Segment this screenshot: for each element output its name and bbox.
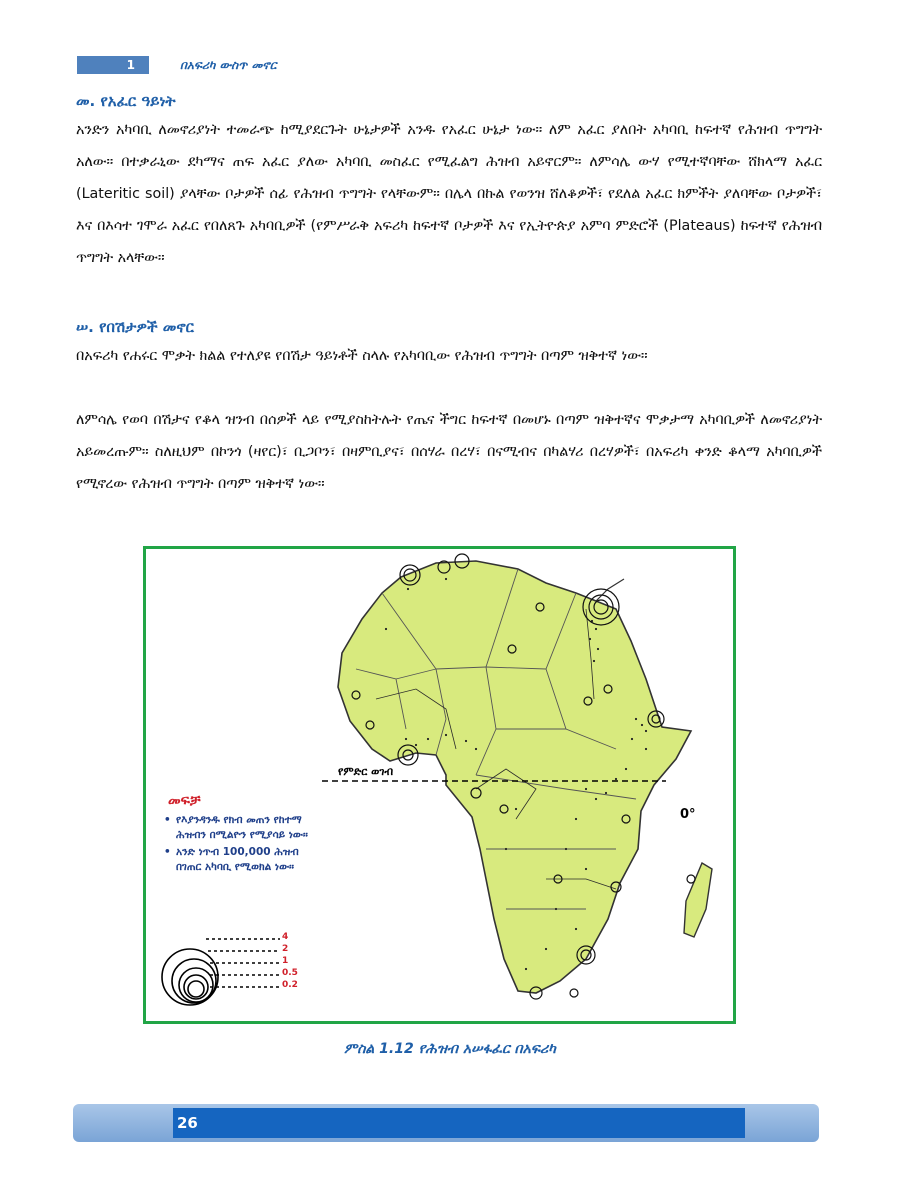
legend-list xyxy=(164,813,324,877)
scale-label-0-2: 0.2 xyxy=(282,980,298,990)
scale-label-4: 4 xyxy=(282,932,289,942)
section-heading-soil: መ. የአፈር ዓይነት xyxy=(76,92,176,110)
red-sea-line xyxy=(596,579,624,601)
paragraph-disease-example: ለምሳሌ የወባ በሽታና የቆላ ዝንብ በሰዎች ላይ የሚያስከትሉት የጤና ችግር ከፍተኛ በመሆኑ በጣም ዝቅተኛና ሞቃታማ አካባቢዎች ለመኖሪያነት አይመረጡም። ስለዚህም በኮንጎ (ዛየር)፣ ቢጋቦን፣ በዛምቢያና፣ በሰሃራ በረሃ፣ በናሚብና በካልሃሪ በረሃዎች፣ በአፍሪካ ቀንድ ቆላማ አካባቢዎች የሚኖረው የሕዝብ ጥግግት በጣም ዝቅተኛ ነው። xyxy=(76,412,822,492)
legend-item-circle-size: • የእያንዳንዱ የክብ መጠን የከተማ ሕዝብን በሚልዮን የሚያሳይ ነው። xyxy=(164,813,324,843)
section-heading-disease: ሠ. የበሽታዎች መኖር xyxy=(76,318,194,336)
page-number: 26 xyxy=(173,1108,745,1138)
africa-map xyxy=(146,549,733,1021)
footer-bar xyxy=(73,1104,819,1142)
madagascar-island xyxy=(684,863,712,937)
chapter-running-title: በአፍሪካ ውስጥ መኖር xyxy=(180,58,277,72)
legend-title: መፍቻ xyxy=(168,793,201,809)
zero-degree-label: 0° xyxy=(680,807,696,822)
scale-label-0-5: 0.5 xyxy=(282,968,298,978)
paragraph-disease-intro: በአፍሪካ የሐሩር ሞቃት ክልል የተለያዩ የበሽታ ዓይነቶች ስላሉ የአካባቢው የሕዝብ ጥግግት በጣም ዝቅተኛ ነው። xyxy=(76,348,648,364)
legend-item-dot-value: • አንድ ነጥብ 100,000 ሕዝብ በገጠር አካባቢ የሚወክል ነው። xyxy=(164,845,324,875)
figure-caption: ምስል 1.12 የሕዝብ አሠፋፈር በአፍሪካ xyxy=(344,1041,556,1057)
population-map-figure xyxy=(143,546,736,1024)
paragraph-soil: አንድን አካባቢ ለመኖሪያነት ተመራጭ ከሚያደርጉት ሁኔታዎች አንዱ የአፈር ሁኔታ ነው። ለም አፈር ያለበት አካባቢ ከፍተኛ የሕዝብ ጥግግት አለው። በተቃራኒው ደካማና ጠፍ አፈር ያለው አካባቢ መስፈር የሚፈልግ ሕዝብ አይኖርም። ለምሳሌ ውሃ የሚተኛባቸው ሸክላማ አፈር (Lateritic soil) ያላቸው ቦታዎች ሰፊ የሕዝብ ጥግግት የላቸውም። በሌላ በኩል የወንዝ ሸለቆዎች፣ የደለል አፈር ክምችት ያለባቸው ቦታዎች፣ እና በእሳተ ገሞራ አፈር የበለጸጉ አካባቢዎች (የምሥራቅ አፍሪካ ከፍተኛ ቦታዎች እና የኢትዮጵያ አምባ ምድሮች (Plateaus) ከፍተኛ የሕዝብ ጥግግት አላቸው። xyxy=(76,122,822,266)
legend-scale-circles xyxy=(162,949,218,1005)
scale-label-2: 2 xyxy=(282,944,289,954)
scale-label-1: 1 xyxy=(282,956,289,966)
chapter-number-badge: 1 xyxy=(77,56,149,74)
equator-label: የምድር ወገብ xyxy=(338,765,394,778)
